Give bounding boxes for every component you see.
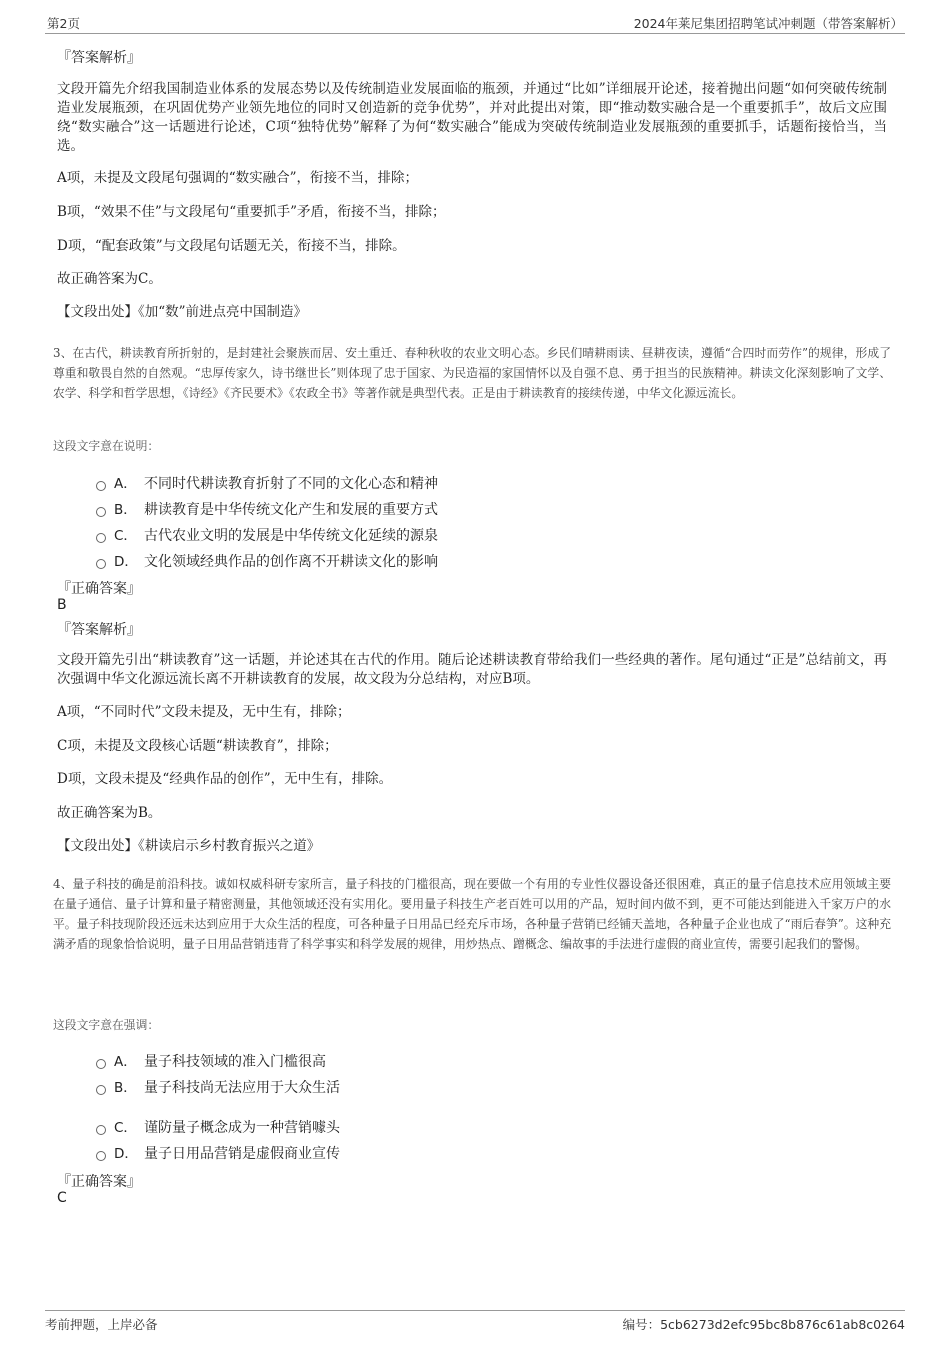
document-code bbox=[623, 1315, 905, 1333]
q3-prompt: 这段文字意在说明： bbox=[53, 439, 160, 453]
q4-answer: C bbox=[57, 1190, 67, 1206]
radio-icon[interactable] bbox=[96, 533, 106, 543]
q4-stem: 4、量子科技的确是前沿科技。诚如权威科研专家所言，量子科技的门槛很高，现在要做一个有用的专业性仪器设备还很困难，真正的量子信息技术应用领域主要在量子通信、量子计算和量子精密测量，其他领域还没有实用化。要用量子科技生产老百姓可以用的产品，短时间内做不到，更不可能达到能进入千家万户的水平。量子科技现阶段还远未达到应用于大众生活的程度，可各种量子日用品已经充斥市场，各种量子营销已经铺天盖地，各种量子企业也成了“雨后春笋”。这种充满矛盾的现象恰恰说明，量子日用品营销违背了科学事实和科学发展的规律，用炒热点、蹭概念、编故事的手法进行虚假的商业宣传，需要引起我们的警惕。 bbox=[53, 877, 891, 951]
q3-stem: 3、在古代，耕读教育所折射的，是封建社会聚族而居、安土重迁、春种秋收的农业文明心态。乡民们晴耕雨读、昼耕夜读，遵循“合四时而劳作”的规律，形成了尊重和敬畏自然的自然观。“忠厚传家久，诗书继世长”则体现了忠于国家、为民造福的家国情怀以及自强不息、勇于担当的民族精神。耕读文化深刻影响了文学、农学、科学和哲学思想，《诗经》《齐民要术》《农政全书》等著作就是典型代表。正是由于耕读教育的接续传递，中华文化源远流长。 bbox=[53, 346, 891, 400]
option-text: 古代农业文明的发展是中华传统文化延续的源泉 bbox=[144, 528, 438, 544]
page-footer bbox=[45, 1310, 905, 1332]
radio-icon[interactable] bbox=[96, 507, 106, 517]
q4-answer-label: 『正确答案』 bbox=[57, 1174, 141, 1190]
option-letter: D． bbox=[114, 1146, 138, 1162]
option-letter: B． bbox=[114, 1080, 137, 1096]
page-header bbox=[45, 14, 905, 34]
q3-option-d[interactable] bbox=[96, 550, 438, 570]
q3-analysis-label: 『答案解析』 bbox=[57, 622, 141, 638]
q3-source: 【文段出处】《耕读启示乡村教育振兴之道》 bbox=[57, 838, 321, 854]
q3-explain-c: C项，未提及文段核心话题“耕读教育”，排除； bbox=[57, 738, 338, 754]
option-text: 量子科技领域的准入门槛很高 bbox=[144, 1054, 326, 1070]
radio-icon[interactable] bbox=[96, 1125, 106, 1135]
footer-slogan: 考前押题，上岸必备 bbox=[45, 1317, 158, 1332]
radio-icon[interactable] bbox=[96, 1085, 106, 1095]
q2-analysis-text: 文段开篇先介绍我国制造业体系的发展态势以及传统制造业发展面临的瓶颈，并通过“比如”详细展开论述，接着抛出问题“如何突破传统制造业发展瓶颈，在巩固优势产业领先地位的同时又创造新的竞争优势”，并对此提出对策，即“推动数实融合是一个重要抓手”，故后文应围绕“数实融合”这一话题进行论述，C项“独特优势”解释了为何“数实融合”能成为突破传统制造业发展瓶颈的重要抓手，话题衔接恰当，当选。 bbox=[57, 81, 887, 154]
option-text: 不同时代耕读教育折射了不同的文化心态和精神 bbox=[144, 476, 438, 492]
q2-explain-d: D项，“配套政策”与文段尾句话题无关，衔接不当，排除。 bbox=[57, 238, 406, 254]
option-letter: B． bbox=[114, 502, 137, 518]
q2-analysis-label: 『答案解析』 bbox=[57, 50, 141, 66]
q3-conclusion: 故正确答案为B。 bbox=[57, 805, 162, 821]
q4-option-b[interactable] bbox=[96, 1076, 340, 1096]
option-letter: A． bbox=[114, 476, 137, 492]
option-text: 谨防量子概念成为一种营销噱头 bbox=[144, 1120, 340, 1136]
code-value: 5cb6273d2efc95bc8b876c61ab8c0264 bbox=[660, 1317, 905, 1332]
q3-option-b[interactable] bbox=[96, 498, 438, 518]
option-letter: C． bbox=[114, 528, 137, 544]
radio-icon[interactable] bbox=[96, 481, 106, 491]
q3-option-c[interactable] bbox=[96, 524, 438, 544]
option-text: 文化领域经典作品的创作离不开耕读文化的影响 bbox=[144, 554, 438, 570]
option-letter: A． bbox=[114, 1054, 137, 1070]
option-text: 量子科技尚无法应用于大众生活 bbox=[144, 1080, 340, 1096]
q4-option-a[interactable] bbox=[96, 1050, 326, 1070]
radio-icon[interactable] bbox=[96, 559, 106, 569]
q2-conclusion: 故正确答案为C。 bbox=[57, 271, 162, 287]
q3-option-a[interactable] bbox=[96, 472, 438, 492]
q4-option-d[interactable] bbox=[96, 1142, 340, 1162]
page-number: 第2页 bbox=[47, 16, 80, 31]
code-label: 编号： bbox=[622, 1317, 661, 1332]
q3-answer-label: 『正确答案』 bbox=[57, 581, 141, 597]
q3-answer: B bbox=[57, 597, 67, 613]
q3-explain-a: A项，“不同时代”文段未提及，无中生有，排除； bbox=[57, 704, 351, 720]
option-text: 耕读教育是中华传统文化产生和发展的重要方式 bbox=[144, 502, 438, 518]
radio-icon[interactable] bbox=[96, 1059, 106, 1069]
q2-source: 【文段出处】《加“数”前进点亮中国制造》 bbox=[57, 304, 308, 320]
q2-explain-b: B项，“效果不佳”与文段尾句“重要抓手”矛盾，衔接不当，排除； bbox=[57, 204, 446, 220]
q3-explain-d: D项，文段未提及“经典作品的创作”，无中生有，排除。 bbox=[57, 771, 393, 787]
document-title: 2024年莱尼集团招聘笔试冲刺题（带答案解析） bbox=[633, 16, 903, 31]
option-letter: C． bbox=[114, 1120, 137, 1136]
q4-prompt: 这段文字意在强调： bbox=[53, 1018, 160, 1032]
option-text: 量子日用品营销是虚假商业宣传 bbox=[144, 1146, 340, 1162]
option-letter: D． bbox=[114, 554, 138, 570]
q3-analysis-text: 文段开篇先引出“耕读教育”这一话题，并论述其在古代的作用。随后论述耕读教育带给我们一些经典的著作。尾句通过“正是”总结前文，再次强调中华文化源远流长离不开耕读教育的发展，故文段为分总结构，对应B项。 bbox=[57, 652, 887, 687]
radio-icon[interactable] bbox=[96, 1151, 106, 1161]
q4-option-c[interactable] bbox=[96, 1116, 340, 1136]
q2-explain-a: A项，未提及文段尾句强调的“数实融合”，衔接不当，排除； bbox=[57, 170, 419, 186]
